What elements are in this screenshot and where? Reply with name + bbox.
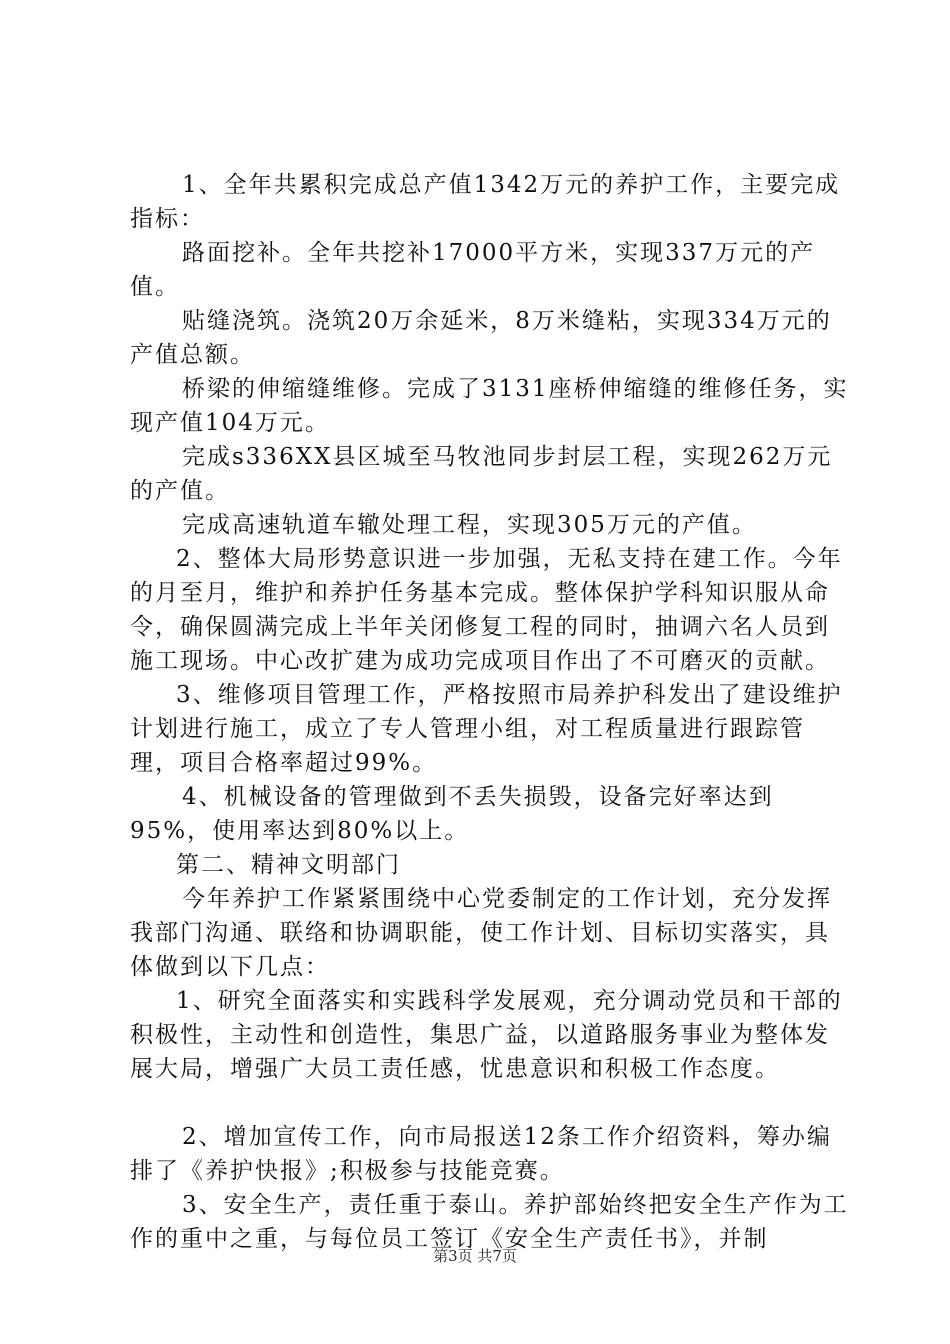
page-number-footer: 第3页 共7页 bbox=[433, 1247, 517, 1265]
paragraph-safety: 3、安全生产，责任重于泰山。养护部始终把安全生产作为工作的重中之重，与每位员工签订《安全生产责任书》，并制 bbox=[130, 1192, 849, 1252]
section-heading: 第二、精神文明部门 bbox=[176, 852, 401, 878]
paragraph-work-plan: 今年养护工作紧紧围绕中心党委制定的工作计划，充分发挥我部门沟通、联络和协调职能，使工作计划、目标切实落实，具体做到以下几点： bbox=[130, 886, 832, 980]
paragraph-publicity: 2、增加宣传工作，向市局报送12条工作介绍资料，筹办编排了《养护快报》;积极参与技能竞赛。 bbox=[130, 1124, 832, 1184]
paragraph-project-management: 3、维修项目管理工作，严格按照市局养护科发出了建设维护计划进行施工，成立了专人管理小组，对工程质量进行跟踪管理，项目合格率超过99%。 bbox=[130, 682, 843, 776]
paragraph-bridge-joints: 桥梁的伸缩缝维修。完成了3131座桥伸缩缝的维修任务，实现产值104万元。 bbox=[130, 376, 849, 436]
blank-line bbox=[130, 1086, 850, 1120]
paragraph-seal-coat: 完成s336XX县区城至马牧池同步封层工程，实现262万元的产值。 bbox=[130, 444, 833, 504]
paragraph-rutting: 完成高速轨道车辙处理工程，实现305万元的产值。 bbox=[182, 512, 757, 538]
document-body bbox=[130, 168, 850, 1256]
paragraph-crack-sealing: 贴缝浇筑。浇筑20万余延米，8万米缝粘，实现334万元的产值总额。 bbox=[130, 308, 832, 368]
paragraph-road-patching: 路面挖补。全年共挖补17000平方米，实现337万元的产值。 bbox=[130, 240, 816, 300]
paragraph-equipment: 4、机械设备的管理做到不丢失损毁，设备完好率达到95%，使用率达到80%以上。 bbox=[130, 784, 774, 844]
paragraph-overall-situation: 2、整体大局形势意识进一步加强，无私支持在建工作。今年的月至月，维护和养护任务基本完成。整体保护学科知识服从命令，确保圆满完成上半年关闭修复工程的同时，抽调六名人员到施工现场。中心改扩建为成功完成项目作出了不可磨灭的贡献。 bbox=[130, 546, 843, 674]
paragraph-development: 1、研究全面落实和实践科学发展观，充分调动党员和干部的积极性，主动性和创造性，集思广益，以道路服务事业为整体发展大局，增强广大员工责任感，忧患意识和积极工作态度。 bbox=[130, 988, 843, 1082]
paragraph-summary: 1、全年共累积完成总产值1342万元的养护工作，主要完成指标： bbox=[130, 172, 841, 232]
